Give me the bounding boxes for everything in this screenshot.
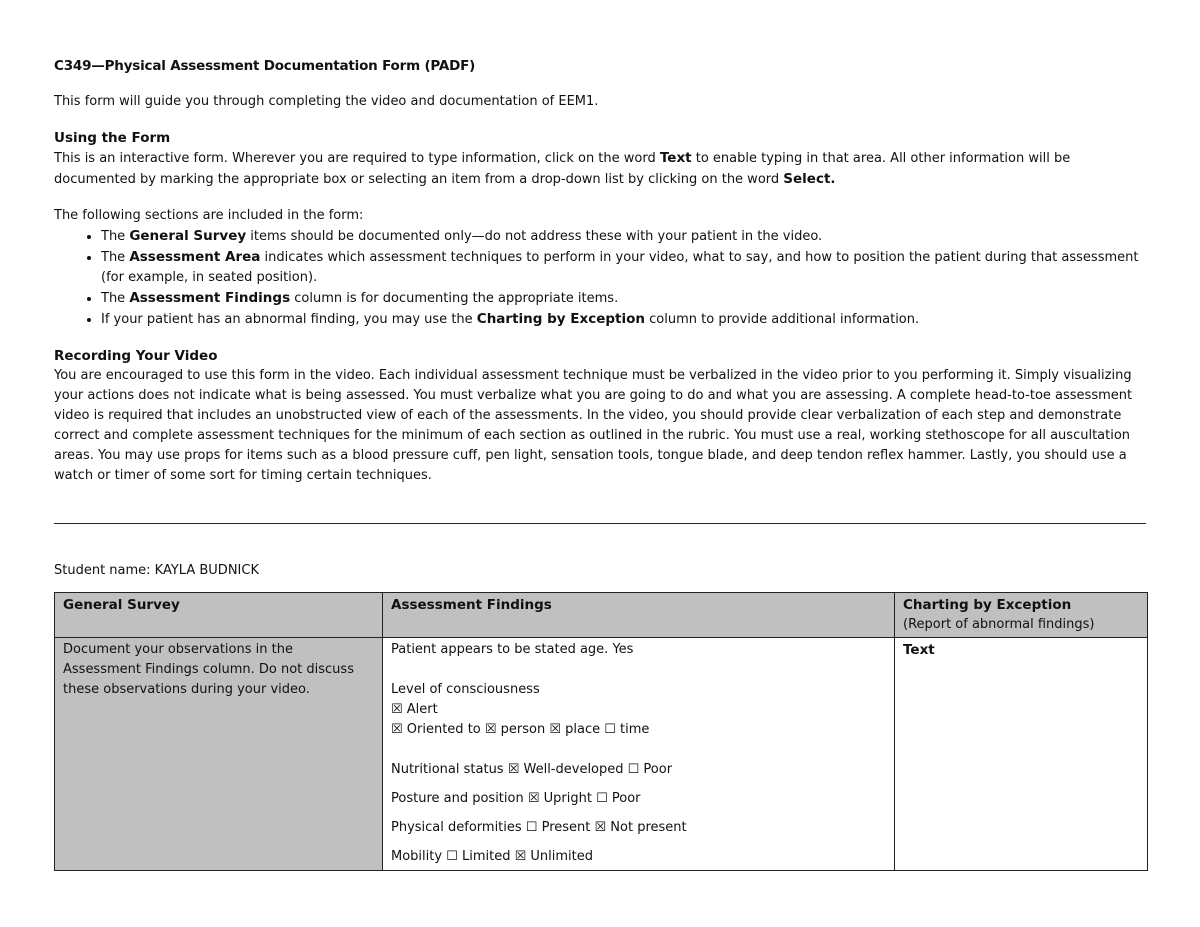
nutrition-checkboxes[interactable]: Nutritional status ☒ Well-developed ☐ Poor <box>391 762 673 777</box>
list-item: • If your patient has an abnormal finding, you may use the Charting by Exception column to provide additional information. <box>101 309 1146 330</box>
list-item: • The General Survey items should be documented only—do not address these with your patient in the video. <box>101 226 1146 247</box>
header-general-survey: General Survey <box>55 593 383 638</box>
alert-checkbox[interactable]: ☒ Alert <box>391 702 438 717</box>
intro-text: This form will guide you through completing the video and documentation of EEM1. <box>54 94 599 109</box>
recording-heading: Recording Your Video <box>54 348 218 364</box>
assessment-findings-cell <box>383 638 895 871</box>
table-header-row <box>55 593 1148 638</box>
student-name: Student name: KAYLA BUDNICK <box>54 563 259 578</box>
sections-list <box>54 226 1146 330</box>
header-assessment-findings: Assessment Findings <box>383 593 895 638</box>
oriented-checkboxes[interactable]: ☒ Oriented to ☒ person ☒ place ☐ time <box>391 722 650 737</box>
mobility-checkboxes[interactable]: Mobility ☐ Limited ☒ Unlimited <box>391 849 593 864</box>
stated-age-select[interactable]: Patient appears to be stated age. Yes <box>391 642 634 657</box>
list-item: • The Assessment Findings column is for documenting the appropriate items. <box>101 288 1146 309</box>
table-row <box>55 638 1148 871</box>
header-subtitle: (Report of abnormal findings) <box>903 617 1095 632</box>
form-title: C349—Physical Assessment Documentation Form (PADF) <box>54 58 476 74</box>
deformities-checkboxes[interactable]: Physical deformities ☐ Present ☒ Not present <box>391 820 687 835</box>
select-keyword: Select <box>783 171 831 187</box>
consciousness-label: Level of consciousness <box>391 682 540 697</box>
general-survey-instructions: Document your observations in the Assessment Findings column. Do not discuss these observations during your video. <box>55 638 383 871</box>
using-heading: Using the Form <box>54 130 171 146</box>
posture-checkboxes[interactable]: Posture and position ☒ Upright ☐ Poor <box>391 791 641 806</box>
general-survey-table <box>54 592 1148 871</box>
instructions <box>54 56 1146 486</box>
recording-paragraph: You are encouraged to use this form in the video. Each individual assessment technique must be verbalized in the video prior to you performing it. Simply visualizing your actions does not indicate what is being assessed. You must verbalize what you are going to do and what you are assessing. A complete head-to-toe assessment video is required that includes an unobstructed view of each of the assessments. In the video, you should provide clear verbalization of each step and demonstrate correct and complete assessment techniques for the minimum of each section as outlined in the rubric. You must use a real, working stethoscope for all auscultation areas. You may use props for items such as a blood pressure cuff, pen light, sensation tools, tongue blade, and deep tendon reflex hammer. Lastly, you should use a watch or timer of some sort for timing certain techniques. <box>54 368 1133 483</box>
using-paragraph: This is an interactive form. Wherever you are required to type information, click on the word Text to enable typing in that area. All other information will be documented by marking the appropriate box or selecting an item from a drop-down list by clicking on the word Select. <box>54 150 1071 187</box>
sections-lead: The following sections are included in the form: <box>54 208 364 223</box>
header-charting-by-exception: Charting by Exception (Report of abnormal findings) <box>895 593 1148 638</box>
charting-text-field[interactable]: Text <box>895 638 1148 871</box>
text-keyword: Text <box>659 150 692 166</box>
list-item: • The Assessment Area indicates which assessment techniques to perform in your video, what to say, and how to position the patient during that assessment (for example, in seated position). <box>101 247 1146 288</box>
horizontal-divider <box>54 523 1146 524</box>
